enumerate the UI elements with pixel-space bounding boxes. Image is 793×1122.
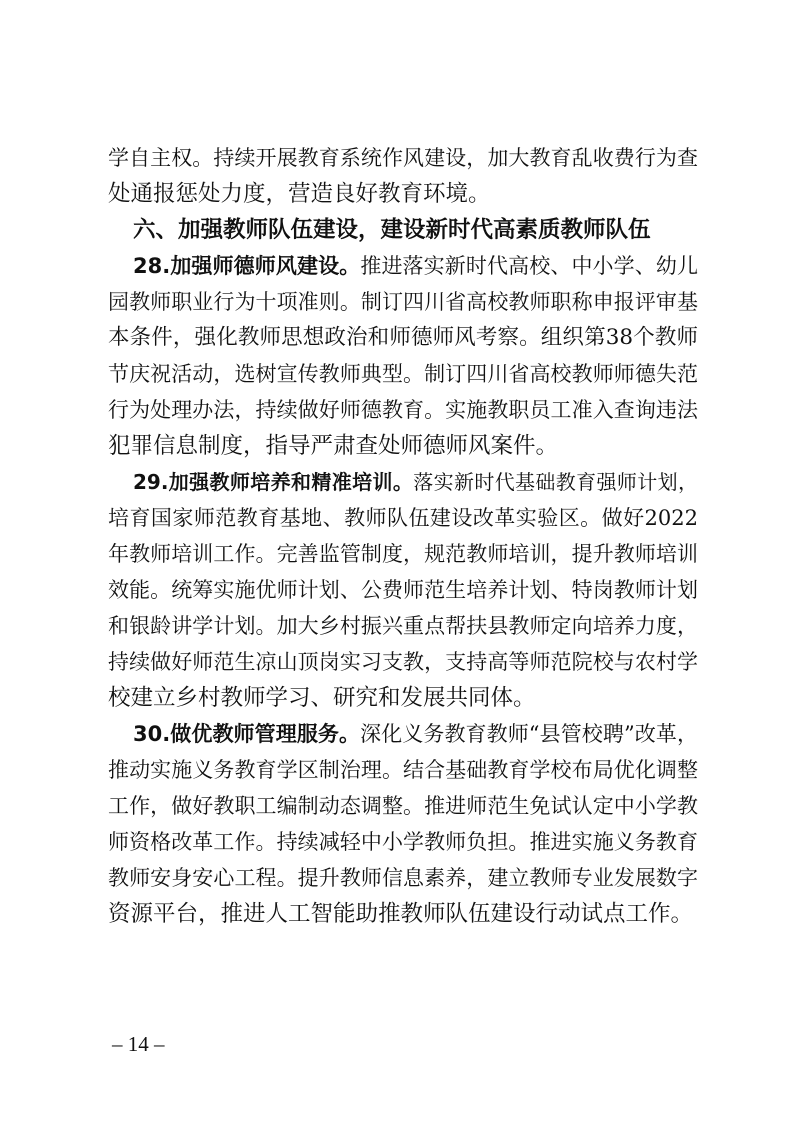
paragraph-line: 学自主权。持续开展教育系统作风建设，加大教育乱收费行为查 — [108, 146, 698, 170]
item-30-title: 30.做优教师管理服务。 — [133, 722, 361, 746]
paragraph-line: 效能。统筹实施优师计划、公费师范生培养计划、特岗教师计划 — [108, 578, 698, 602]
paragraph-line: 节庆祝活动，选树宣传教师典型。制订四川省高校教师师德失范 — [108, 362, 698, 386]
paragraph-line: 行为处理办法，持续做好师德教育。实施教职员工准入查询违法 — [108, 398, 698, 422]
paragraph-line: 工作，做好教职工编制动态调整。推进师范生免试认定中小学教 — [108, 794, 698, 818]
paragraph-line: 处通报惩处力度，营造良好教育环境。 — [108, 181, 491, 207]
item-28-text: 推进落实新时代高校、中小学、幼儿 — [360, 254, 699, 278]
item-28-first-line — [133, 248, 698, 284]
paragraph-line: 年教师培训工作。完善监管制度，规范教师培训，提升教师培训 — [108, 542, 698, 566]
item-30-text: 深化义务教育教师“县管校聘”改革， — [360, 722, 698, 746]
paragraph-line: 犯罪信息制度，指导严肃查处师德师风案件。 — [108, 433, 559, 459]
paragraph-line: 和银龄讲学计划。加大乡村振兴重点帮扶县教师定向培养力度， — [108, 614, 698, 638]
item-30-first-line — [133, 716, 698, 752]
paragraph-line: 校建立乡村教师学习、研究和发展共同体。 — [108, 685, 536, 711]
page-number: – 14 – — [112, 1032, 165, 1056]
section-heading: 六、加强教师队伍建设，建设新时代高素质教师队伍 — [133, 217, 651, 243]
paragraph-line: 教师安身安心工程。提升教师信息素养，建立教师专业发展数字 — [108, 866, 698, 890]
paragraph-line: 园教师职业行为十项准则。制订四川省高校教师职称申报评审基 — [108, 290, 698, 314]
item-28-title: 28.加强师德师风建设。 — [133, 254, 361, 278]
paragraph-line: 资源平台，推进人工智能助推教师队伍建设行动试点工作。 — [108, 901, 694, 927]
paragraph-line: 持续做好师范生凉山顶岗实习支教，支持高等师范院校与农村学 — [108, 650, 698, 674]
paragraph-line: 本条件，强化教师思想政治和师德师风考察。组织第38个教师 — [108, 325, 698, 350]
item-29-first-line — [133, 464, 698, 500]
item-29-text: 落实新时代基础教育强师计划， — [413, 470, 698, 494]
paragraph-line: 推动实施义务教育学区制治理。结合基础教育学校布局优化调整 — [108, 758, 698, 782]
paragraph-line: 师资格改革工作。持续减轻中小学教师负担。推进实施义务教育 — [108, 830, 698, 854]
item-29-title: 29.加强教师培养和精准培训。 — [133, 470, 414, 494]
paragraph-line: 培育国家师范教育基地、教师队伍建设改革实验区。做好2022 — [108, 506, 698, 530]
